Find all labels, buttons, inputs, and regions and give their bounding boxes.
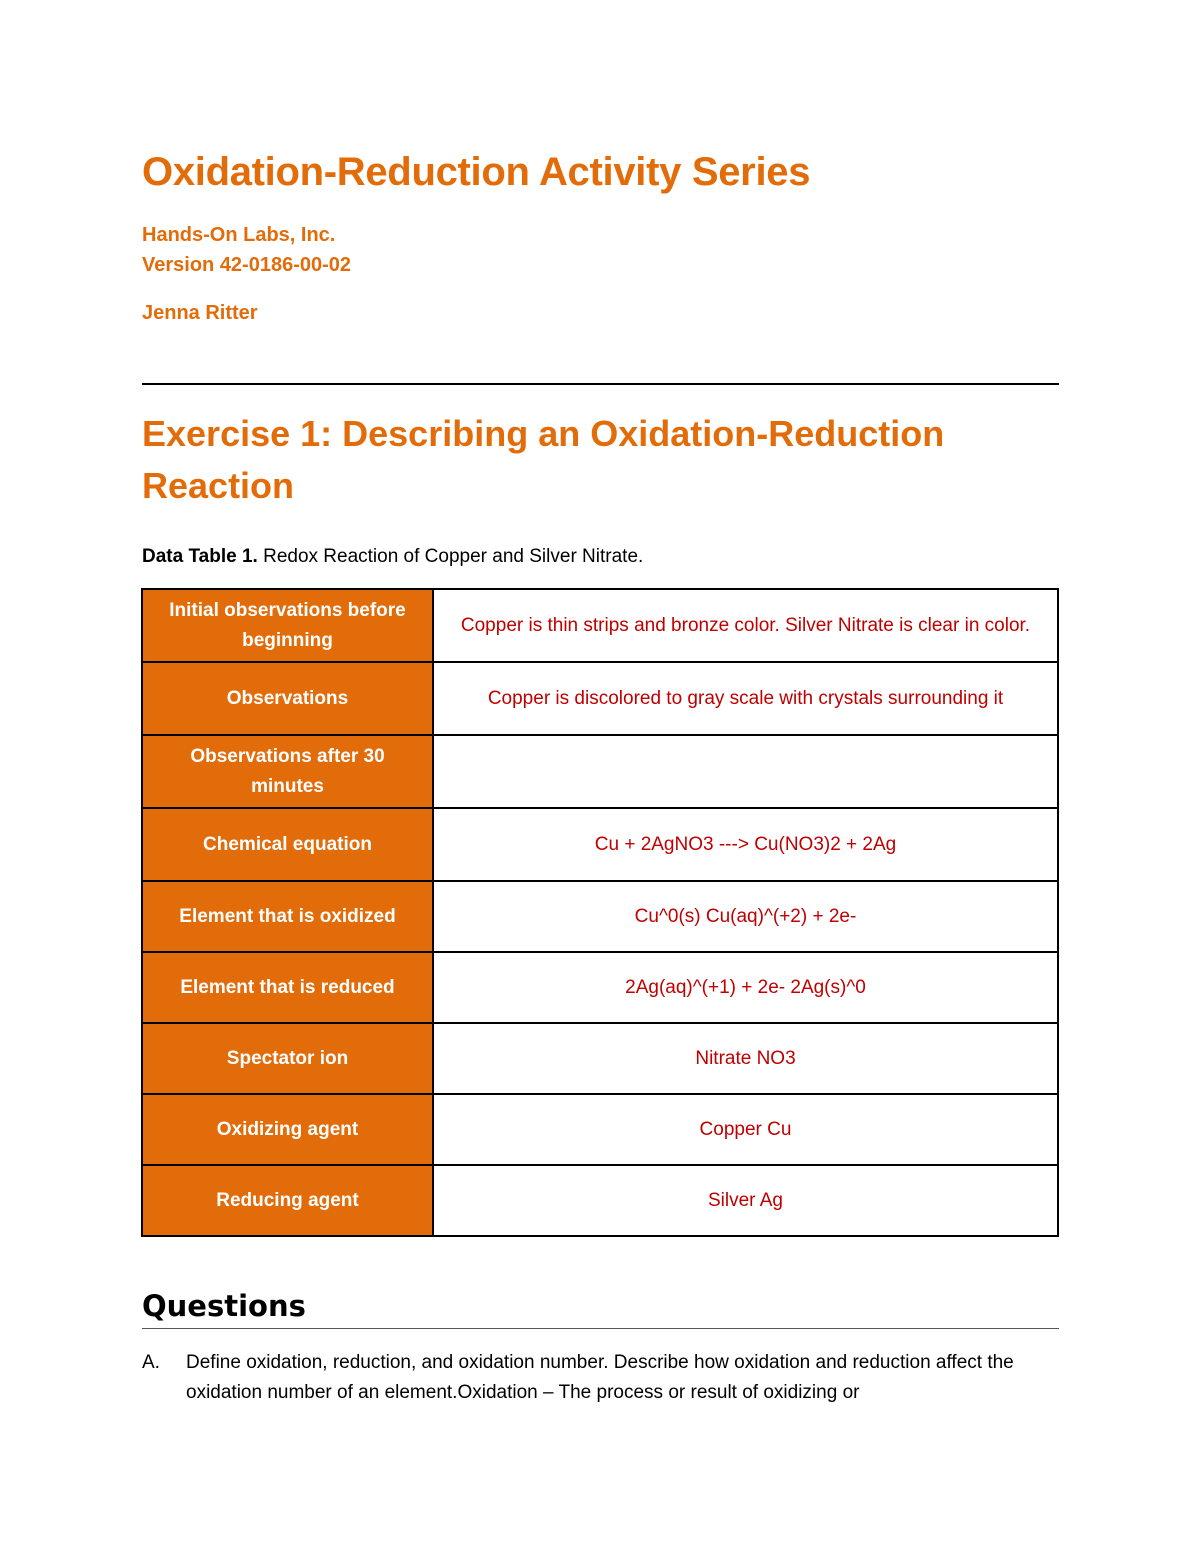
table-row [142, 735, 1058, 808]
data-table [141, 588, 1059, 1237]
table-caption-label: Data Table 1. [142, 546, 258, 567]
row-label: Reducing agent [142, 1165, 433, 1236]
row-value: Nitrate NO3 [433, 1023, 1058, 1094]
row-value: Copper is thin strips and bronze color. Silver Nitrate is clear in color. [433, 589, 1058, 662]
table-caption [142, 544, 643, 570]
row-label: Spectator ion [142, 1023, 433, 1094]
table-row [142, 808, 1058, 881]
author: Jenna Ritter [142, 302, 258, 324]
row-value [433, 735, 1058, 808]
table-row [142, 1165, 1058, 1236]
row-label: Oxidizing agent [142, 1094, 433, 1165]
row-value: Copper is discolored to gray scale with crystals surrounding it [433, 662, 1058, 735]
table-row [142, 881, 1058, 952]
questions-heading: Questions [142, 1289, 306, 1323]
exercise-heading: Exercise 1: Describing an Oxidation-Reduction Reaction [142, 413, 945, 506]
version: Version 42-0186-00-02 [142, 254, 352, 276]
row-label: Initial observations before beginning [142, 589, 433, 662]
row-value: Cu + 2AgNO3 ---> Cu(NO3)2 + 2Ag [433, 808, 1058, 881]
table-row [142, 1094, 1058, 1165]
table-row [142, 589, 1058, 662]
row-label: Chemical equation [142, 808, 433, 881]
row-value: Cu^0(s) Cu(aq)^(+2) + 2e- [433, 881, 1058, 952]
document-title: Oxidation-Reduction Activity Series [142, 150, 811, 194]
questions-underline [142, 1328, 1059, 1329]
question-item [142, 1348, 1059, 1408]
row-label: Element that is oxidized [142, 881, 433, 952]
row-label: Observations [142, 662, 433, 735]
table-row [142, 1023, 1058, 1094]
table-row [142, 952, 1058, 1023]
question-text: Define oxidation, reduction, and oxidation number. Describe how oxidation and reduction affect the oxidation number of an element.Oxidation – The process or result of oxidizing or [186, 1352, 1014, 1403]
row-value: Silver Ag [433, 1165, 1058, 1236]
organization: Hands-On Labs, Inc. [142, 224, 336, 246]
table-caption-text: Redox Reaction of Copper and Silver Nitrate. [257, 546, 644, 567]
row-label: Observations after 30 minutes [142, 735, 433, 808]
row-label: Element that is reduced [142, 952, 433, 1023]
horizontal-divider [142, 383, 1059, 385]
row-value: 2Ag(aq)^(+1) + 2e- 2Ag(s)^0 [433, 952, 1058, 1023]
row-value: Copper Cu [433, 1094, 1058, 1165]
question-letter: A. [142, 1352, 160, 1373]
table-row [142, 662, 1058, 735]
